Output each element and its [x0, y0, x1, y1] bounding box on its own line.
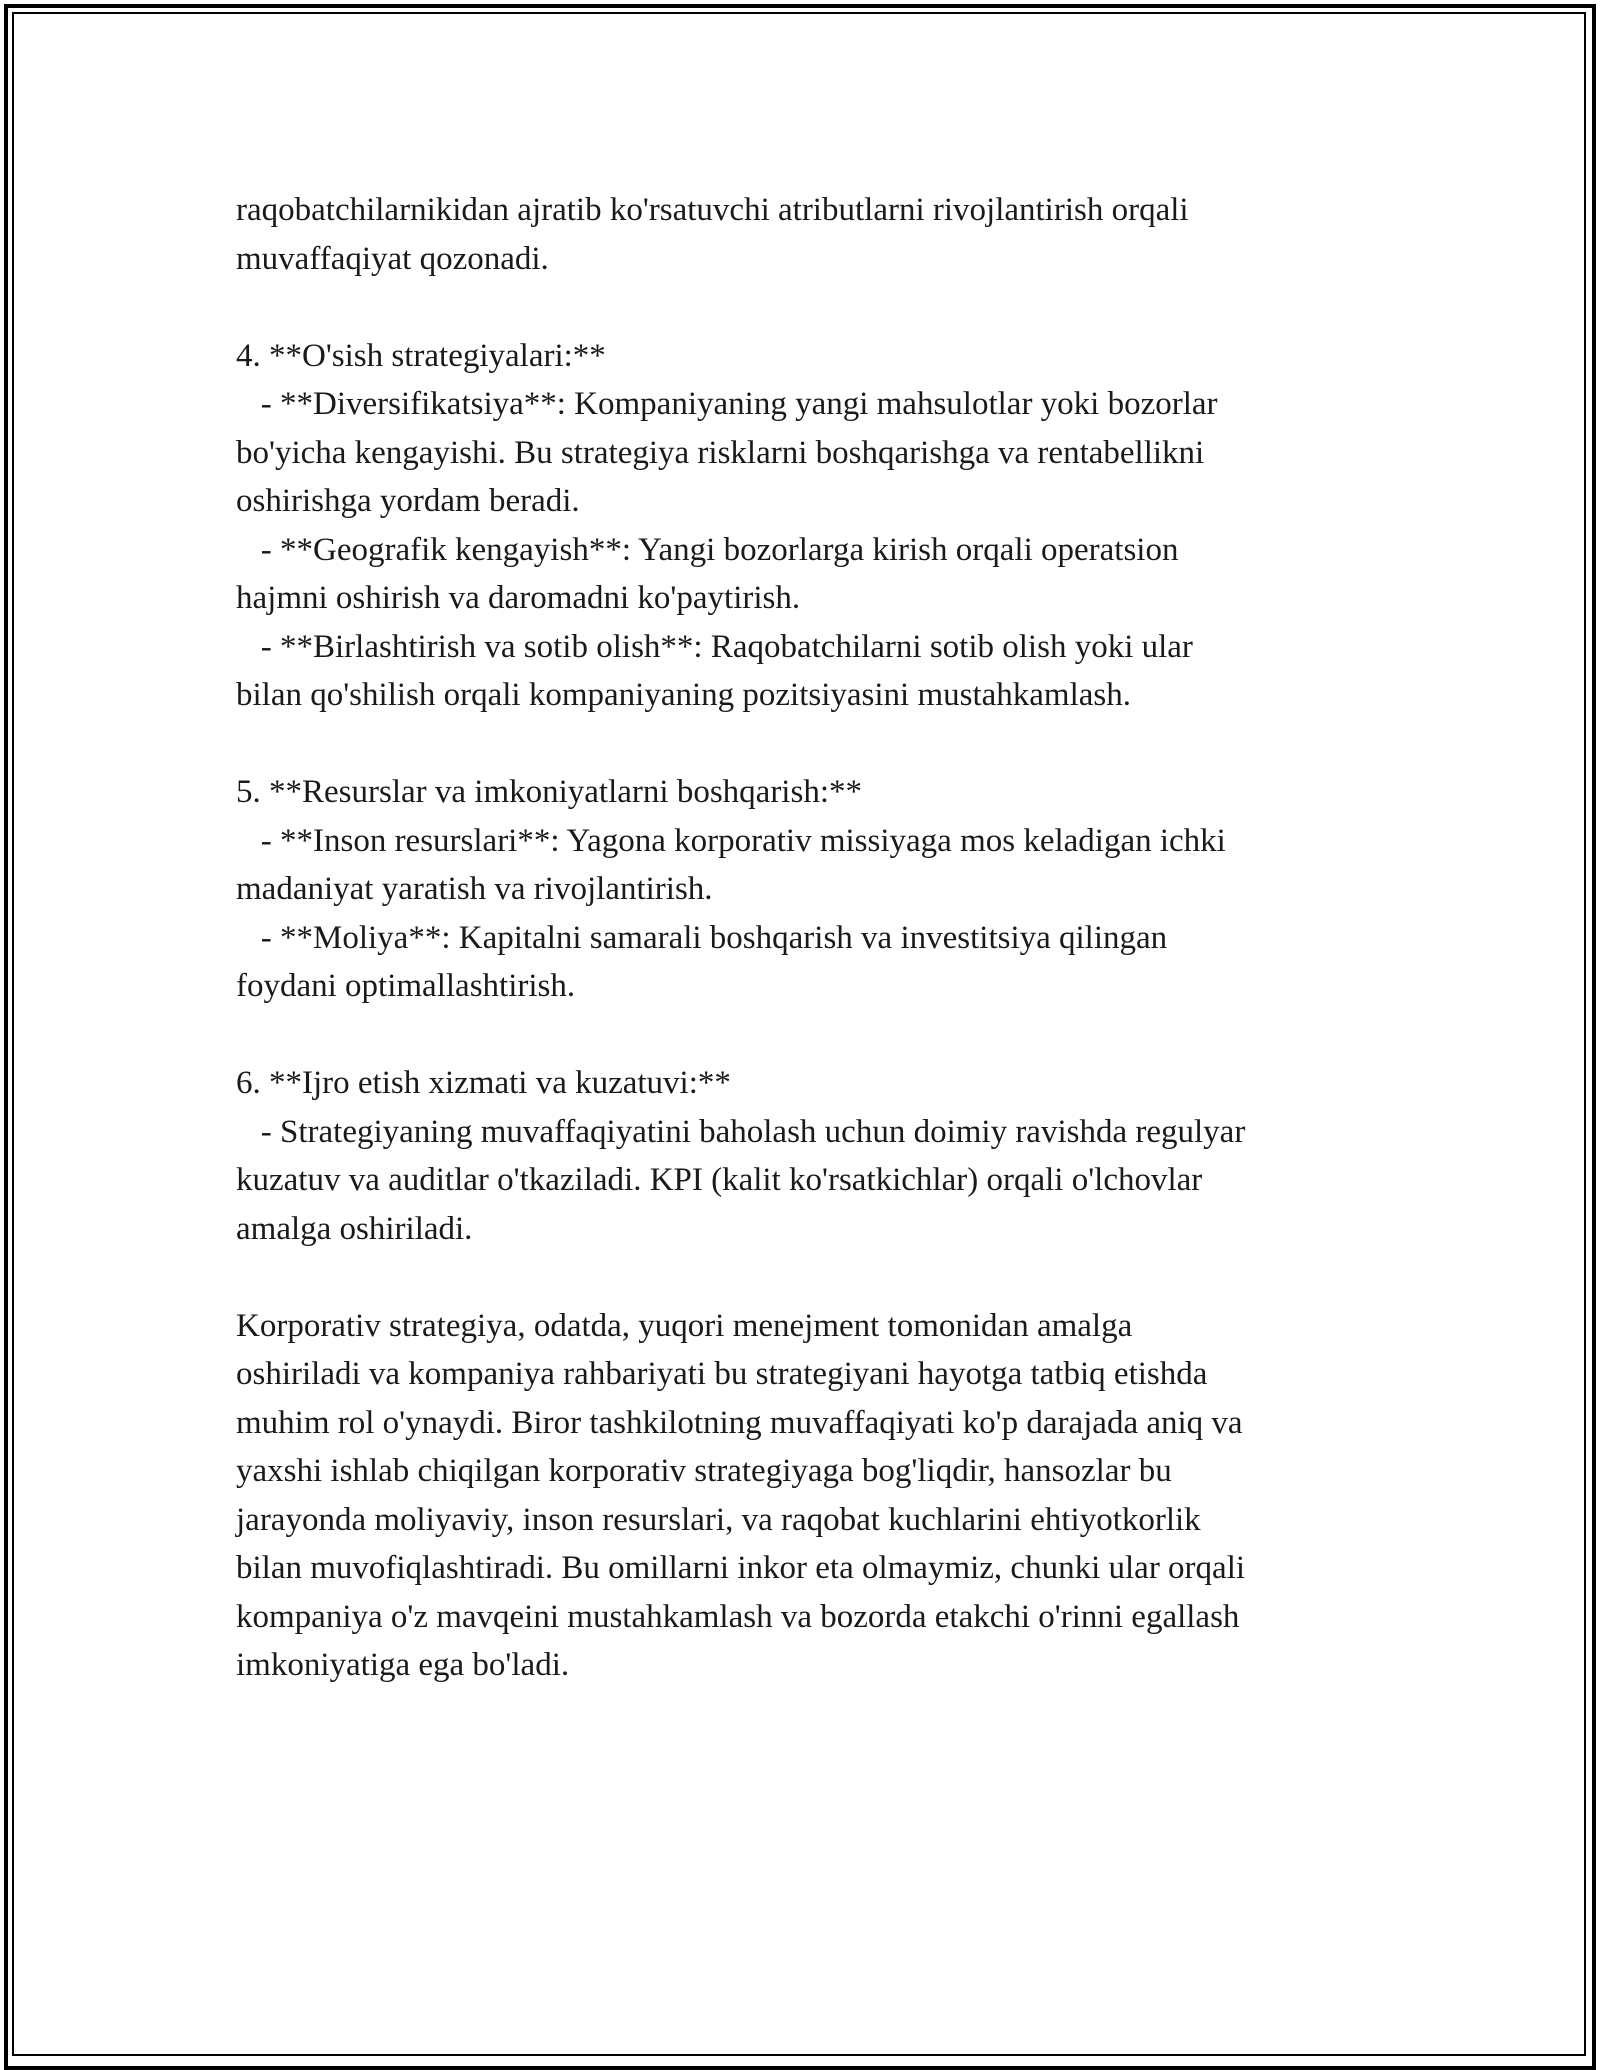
text-line: kuzatuv va auditlar o'tkaziladi. KPI (kalit ko'rsatkichlar) orqali o'lchovlar [236, 1162, 1203, 1198]
text-line: oshiriladi va kompaniya rahbariyati bu strategiyani hayotga tatbiq etishda [236, 1356, 1208, 1392]
text-line: foydani optimallashtirish. [236, 968, 576, 1004]
text-line: madaniyat yaratish va rivojlantirish. [236, 871, 713, 907]
list-item-monitoring: - Strategiyaning muvaffaqiyatini baholash uchun doimiy ravishda regulyar [236, 1113, 1246, 1150]
text-line: bo'yicha kengayishi. Bu strategiya risklarni boshqarishga va rentabellikni [236, 434, 1205, 471]
list-item-geographic: - **Geografik kengayish**: Yangi bozorlarga kirish orqali operatsion [236, 531, 1179, 568]
document-body [236, 186, 1416, 1690]
section-heading-resources: 5. **Resurslar va imkoniyatlarni boshqarish:** [236, 774, 862, 810]
text-line: amalga oshiriladi. [236, 1210, 473, 1247]
blank-line [236, 283, 1416, 332]
text-line: raqobatchilarnikidan ajratib ko'rsatuvchi atributlarni rivojlantirish orqali [236, 192, 1189, 228]
list-item-merger: - **Birlashtirish va sotib olish**: Raqobatchilarni sotib olish yoki ular [236, 628, 1193, 665]
text-line: jarayonda moliyaviy, inson resurslari, va raqobat kuchlarini ehtiyotkorlik [236, 1501, 1201, 1538]
section-heading-growth: 4. **O'sish strategiyalari:** [236, 337, 606, 374]
blank-line [236, 1253, 1416, 1302]
list-item-diversification: - **Diversifikatsiya**: Kompaniyaning yangi mahsulotlar yoki bozorlar [236, 386, 1218, 422]
text-line: imkoniyatiga ega bo'ladi. [236, 1647, 570, 1683]
list-item-finance: - **Moliya**: Kapitalni samarali boshqarish va investitsiya qilingan [236, 919, 1168, 956]
conclusion-paragraph: Korporativ strategiya, odatda, yuqori menejment tomonidan amalga [236, 1307, 1133, 1344]
blank-line [236, 720, 1416, 769]
text-line: hajmni oshirish va daromadni ko'paytirish. [236, 580, 801, 616]
blank-line [236, 1011, 1416, 1060]
text-line: muhim rol o'ynaydi. Biror tashkilotning muvaffaqiyati ko'p darajada aniq va [236, 1404, 1243, 1441]
section-heading-execution: 6. **Ijro etish xizmati va kuzatuvi:** [236, 1065, 731, 1101]
text-line: bilan qo'shilish orqali kompaniyaning pozitsiyasini mustahkamlash. [236, 677, 1132, 713]
list-item-human-resources: - **Inson resurslari**: Yagona korporativ missiyaga mos keladigan ichki [236, 822, 1226, 859]
text-line: muvaffaqiyat qozonadi. [236, 240, 549, 277]
text-line: yaxshi ishlab chiqilgan korporativ strategiyaga bog'liqdir, hansozlar bu [236, 1453, 1172, 1489]
text-line: bilan muvofiqlashtiradi. Bu omillarni inkor eta olmaymiz, chunki ular orqali [236, 1550, 1246, 1586]
text-line: kompaniya o'z mavqeini mustahkamlash va bozorda etakchi o'rinni egallash [236, 1598, 1240, 1635]
text-line: oshirishga yordam beradi. [236, 483, 580, 519]
